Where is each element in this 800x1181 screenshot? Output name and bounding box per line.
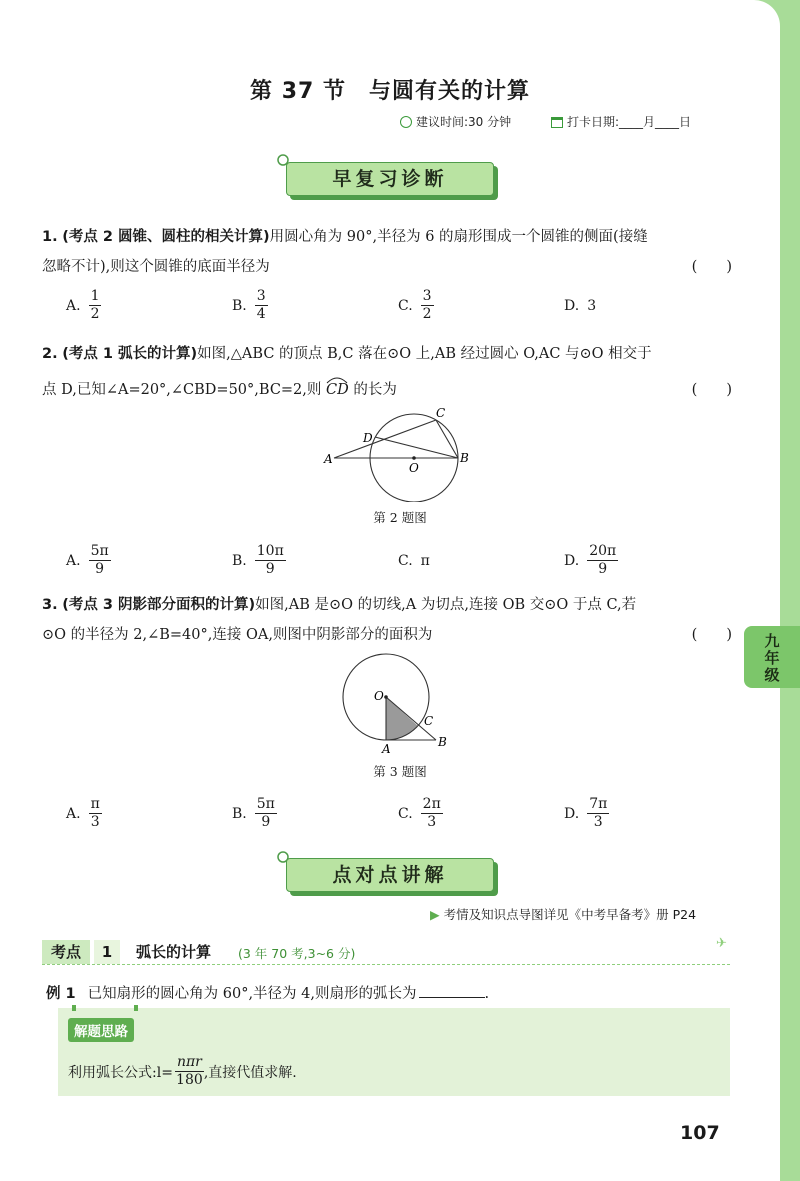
- label-d: D: [363, 431, 373, 445]
- question-tag: (考点 2 圆锥、圆柱的相关计算): [62, 229, 270, 245]
- fraction-numerator: π: [90, 796, 100, 812]
- option-label: C.: [398, 805, 413, 822]
- option-value: π: [420, 553, 430, 569]
- kaodian-title: 弧长的计算: [136, 943, 212, 961]
- label-a: A: [382, 742, 391, 756]
- figure-q3: [332, 652, 462, 756]
- fraction: [89, 543, 111, 578]
- fraction-denominator: 9: [261, 814, 271, 830]
- fraction: [587, 543, 618, 578]
- suggested-time-text: 建议时间:30 分钟: [416, 115, 512, 129]
- question-text: 的长为: [353, 382, 397, 398]
- question-tag: (考点 3 阴影部分面积的计算): [62, 597, 256, 613]
- label-b: B: [438, 735, 447, 749]
- fraction-denominator: 4: [256, 306, 266, 322]
- option-label: D.: [564, 552, 580, 569]
- label-pin: [134, 1005, 138, 1011]
- segment-db: [375, 437, 458, 458]
- question-3: [42, 590, 732, 650]
- arc-length-formula: [175, 1054, 204, 1089]
- option-label: A.: [66, 297, 81, 314]
- fraction-denominator: 9: [598, 561, 608, 577]
- fraction: [255, 796, 277, 831]
- option-b[interactable]: [232, 288, 268, 323]
- fraction-denominator: 3: [427, 814, 437, 830]
- question-tag: (考点 1 弧长的计算): [62, 346, 198, 362]
- section-banner-review: 早复习诊断: [286, 162, 494, 196]
- example-end: .: [484, 986, 490, 1002]
- example-text: 已知扇形的圆心角为 60°,半径为 4,则扇形的弧长为: [87, 986, 417, 1002]
- hint-text: 利用弧长公式:l=: [68, 1064, 173, 1081]
- example-label: 例 1: [46, 986, 76, 1002]
- fraction-numerator: 5π: [256, 796, 275, 812]
- option-b[interactable]: [232, 543, 286, 578]
- option-c[interactable]: [398, 553, 430, 569]
- fraction-denominator: 9: [95, 561, 105, 577]
- center-point: [384, 695, 388, 699]
- answer-bracket: ( ): [691, 382, 732, 398]
- label-a: A: [324, 452, 333, 466]
- option-label: C.: [398, 297, 413, 314]
- question-text: 用圆心角为 90°,半径为 6 的扇形围成一个圆锥的侧面(接缝: [269, 229, 648, 245]
- suggested-time: [400, 113, 511, 130]
- fraction-numerator: 2π: [422, 796, 441, 812]
- grade-side-tab-label: 九年级: [764, 632, 780, 684]
- question-number: 3.: [42, 597, 58, 613]
- kaodian-heading: [42, 938, 732, 966]
- fraction-numerator: 5π: [90, 543, 109, 559]
- label-o: O: [374, 689, 384, 703]
- option-label: C.: [398, 553, 413, 569]
- fraction-denominator: 2: [422, 306, 432, 322]
- arc-label: CD: [326, 382, 349, 398]
- fraction: [255, 288, 268, 323]
- figure-caption-q2: 第 2 题图: [373, 510, 427, 525]
- fraction: [587, 796, 609, 831]
- solution-hint-box: [58, 1008, 730, 1096]
- fraction-numerator: 1: [90, 288, 100, 304]
- label-c: C: [436, 406, 446, 420]
- fraction-numerator: 7π: [589, 796, 608, 812]
- question-1: [42, 222, 732, 282]
- kaodian-number: 1: [94, 940, 120, 964]
- option-c[interactable]: [398, 288, 434, 323]
- question-text: 忽略不计),则这个圆锥的底面半径为: [42, 259, 270, 275]
- option-a[interactable]: [66, 543, 111, 578]
- question-number: 2.: [42, 346, 58, 362]
- option-a[interactable]: [66, 796, 102, 831]
- answer-blank[interactable]: [419, 997, 485, 998]
- kaodian-stats: (3 年 70 考,3~6 分): [238, 946, 356, 961]
- question-2: [42, 336, 732, 408]
- fraction-numerator: nπr: [176, 1054, 202, 1070]
- fraction-denominator: 3: [90, 814, 100, 830]
- label-pin: [72, 1005, 76, 1011]
- option-b[interactable]: [232, 796, 277, 831]
- fraction-numerator: 3: [256, 288, 266, 304]
- question-text: ⊙O 的半径为 2,∠B=40°,连接 OA,则图中阴影部分的面积为: [42, 627, 433, 643]
- grade-side-tab[interactable]: [744, 626, 800, 688]
- option-label: B.: [232, 297, 247, 314]
- calendar-icon: [551, 117, 563, 128]
- option-label: B.: [232, 552, 247, 569]
- clock-icon: [400, 116, 412, 128]
- segment-cb: [436, 420, 458, 458]
- fraction-numerator: 3: [422, 288, 432, 304]
- question-text: 点 D,已知∠A=20°,∠CBD=50°,BC=2,则: [42, 382, 322, 398]
- fraction-denominator: 9: [265, 561, 275, 577]
- divider: [42, 964, 730, 965]
- fraction: [421, 288, 434, 323]
- paper-plane-icon: ✈: [716, 936, 727, 951]
- option-label: A.: [66, 805, 81, 822]
- answer-bracket: ( ): [691, 259, 732, 275]
- option-a[interactable]: [66, 288, 101, 323]
- option-label: D.: [564, 298, 580, 314]
- fraction: [421, 796, 443, 831]
- fraction-denominator: 3: [593, 814, 603, 830]
- fraction-denominator: 180: [176, 1072, 203, 1088]
- page-number: 107: [680, 1122, 720, 1144]
- option-label: A.: [66, 552, 81, 569]
- fraction: [89, 288, 102, 323]
- question-text: 如图,△ABC 的顶点 B,C 落在⊙O 上,AB 经过圆心 O,AC 与⊙O 相交于: [197, 346, 652, 362]
- page-title: 第 37 节 与圆有关的计算: [250, 79, 530, 104]
- option-label: D.: [564, 805, 580, 822]
- label-o: O: [409, 461, 419, 475]
- figure-q2: [318, 402, 478, 502]
- question-text: 如图,AB 是⊙O 的切线,A 为切点,连接 OB 交⊙O 于点 C,若: [255, 597, 637, 613]
- option-value: 3: [587, 298, 597, 314]
- option-c[interactable]: [398, 796, 443, 831]
- solution-hint-text: [68, 1054, 297, 1089]
- checkin-date: [551, 113, 691, 130]
- checkin-date-text: 打卡日期:____月____日: [567, 115, 692, 129]
- hint-text: ,直接代值求解.: [203, 1064, 297, 1081]
- fraction: [89, 796, 102, 831]
- example-1: [46, 982, 489, 1003]
- option-d[interactable]: [564, 298, 596, 314]
- arrow-icon: ▶: [430, 907, 440, 922]
- option-label: B.: [232, 805, 247, 822]
- option-d[interactable]: [564, 543, 618, 578]
- label-b: B: [460, 451, 469, 465]
- center-point: [412, 456, 416, 460]
- option-d[interactable]: [564, 796, 609, 831]
- reference-text: 考情及知识点导图详见《中考早备考》册 P24: [443, 907, 697, 922]
- label-c: C: [424, 714, 434, 728]
- section-banner-explanation: 点对点讲解: [286, 858, 494, 892]
- shaded-region: [386, 697, 418, 740]
- fraction-numerator: 10π: [256, 543, 284, 559]
- reference-note: [430, 905, 696, 923]
- solution-hint-label: 解题思路: [68, 1018, 134, 1042]
- fraction-denominator: 2: [90, 306, 100, 322]
- fraction-numerator: 20π: [589, 543, 617, 559]
- kaodian-label: 考点: [42, 940, 90, 964]
- answer-bracket: ( ): [691, 627, 732, 643]
- fraction: [255, 543, 286, 578]
- figure-caption-q3: 第 3 题图: [373, 764, 427, 779]
- question-number: 1.: [42, 229, 58, 245]
